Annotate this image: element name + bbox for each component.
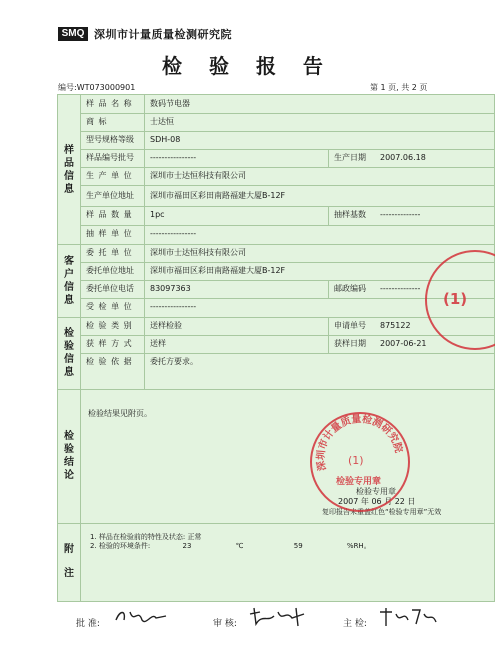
basis-label: 检 验 依 据 — [86, 357, 133, 366]
official-stamp-main — [310, 412, 410, 512]
batch-label: 样品编号批号 — [86, 153, 134, 162]
stamp-main-caption: 检验专用章 — [336, 477, 382, 487]
client-address-value: 深圳市福田区彩田南路福建大厦B-12F — [150, 266, 286, 275]
stamp-main-ring-text: 深圳市计量质量检测研究院 — [315, 414, 404, 472]
notes-temperature-unit: ℃ — [235, 542, 244, 550]
sample-quantity-value: 1pc — [150, 210, 165, 219]
maker-address-value: 深圳市福田区彩田南路福建大厦B-12F — [150, 191, 286, 200]
model-label: 型号规格等级 — [86, 135, 134, 144]
application-number-label: 申请单号 — [334, 321, 366, 330]
copy-warning: 复印报告未重盖红色“检验专用章”无效 — [322, 508, 442, 516]
sample-quantity-label: 样 品 数 量 — [86, 210, 133, 219]
section-client-info — [58, 244, 81, 317]
notes-line-2 — [90, 542, 371, 551]
page-info: 第 1 页, 共 2 页 — [370, 83, 428, 92]
report-number — [58, 82, 135, 93]
report-form — [57, 94, 495, 602]
section-conclusion — [58, 389, 81, 523]
basis-value: 委托方要求。 — [150, 357, 198, 366]
section-notes-label: 附注 — [64, 544, 74, 579]
maker-address-label: 生产单位地址 — [86, 191, 134, 200]
brand-value: 士达恒 — [150, 117, 174, 126]
section-sample-info — [58, 95, 81, 244]
client-phone-label: 委托单位电话 — [86, 284, 134, 293]
section-notes — [58, 523, 81, 601]
sampling-base-label: 抽样基数 — [334, 210, 366, 219]
conclusion-stamp-caption: 检验专用章 — [356, 487, 396, 496]
notes-line-1: 1. 样品在检验前的特性及状态: 正常 — [90, 533, 202, 541]
postcode-label: 邮政编码 — [334, 284, 366, 293]
client-label: 委 托 单 位 — [86, 248, 133, 257]
inspector-signature — [376, 604, 442, 630]
stamp-main-mark: (1) — [348, 454, 364, 467]
maker-label: 生 产 单 位 — [86, 171, 133, 180]
report-number-value: WT073000901 — [76, 83, 136, 92]
receiver-value: ---------------- — [150, 302, 197, 311]
section-inspection-info — [58, 317, 81, 389]
client-address-label: 委托单位地址 — [86, 266, 134, 275]
sampling-base-value: -------------- — [380, 210, 421, 219]
stamp-side-mark: (1) — [443, 290, 468, 308]
review-label: 审 核: — [213, 619, 237, 629]
conclusion-date: 2007 年 06 月 22 日 — [338, 497, 416, 506]
report-number-label: 编号: — [58, 83, 77, 92]
page-title: 检 验 报 告 — [162, 54, 333, 78]
sampler-value: ---------------- — [150, 229, 197, 238]
approve-label: 批 准: — [76, 619, 100, 629]
production-date-label: 生产日期 — [334, 153, 366, 162]
section-client-label: 客户信息 — [64, 255, 74, 306]
received-date-value: 2007-06-21 — [380, 339, 427, 348]
postcode-value: -------------- — [380, 284, 421, 293]
category-value: 送样检验 — [150, 321, 182, 330]
conclusion-text: 检验结果见附页。 — [88, 409, 152, 418]
institute-name: 深圳市计量质量检测研究院 — [94, 28, 232, 41]
section-conclusion-label: 检验结论 — [64, 431, 74, 481]
maker-value: 深圳市士达恒科技有限公司 — [150, 171, 246, 180]
method-label: 获 样 方 式 — [86, 339, 133, 348]
notes-humidity: 59 — [293, 542, 303, 550]
sample-name-value: 数码节电器 — [150, 99, 190, 108]
sampler-label: 抽 样 单 位 — [86, 229, 133, 238]
method-value: 送样 — [150, 339, 166, 348]
client-value: 深圳市士达恒科技有限公司 — [150, 248, 246, 257]
main-inspector-label: 主 检: — [343, 619, 367, 629]
application-number-value: 875122 — [380, 321, 411, 330]
sample-name-label: 样 品 名 称 — [86, 99, 133, 108]
receiver-label: 受 检 单 位 — [86, 302, 133, 311]
notes-temperature: 23 — [182, 542, 192, 550]
reviewer-signature — [246, 604, 312, 630]
client-phone-value: 83097363 — [150, 284, 191, 293]
model-value: SDH-08 — [150, 135, 181, 144]
section-sample-label: 样品信息 — [64, 144, 74, 195]
notes-humidity-unit: %RH。 — [346, 542, 371, 550]
smq-logo: SMQ — [58, 27, 88, 41]
batch-value: ---------------- — [150, 153, 197, 162]
approver-signature — [112, 606, 172, 630]
brand-label: 商 标 — [86, 117, 108, 126]
category-label: 检 验 类 别 — [86, 321, 133, 330]
production-date-value: 2007.06.18 — [380, 153, 426, 162]
notes-env-label: 2. 检验的环境条件: — [90, 542, 151, 550]
section-inspection-label: 检验信息 — [64, 328, 74, 378]
received-date-label: 获样日期 — [334, 339, 366, 348]
